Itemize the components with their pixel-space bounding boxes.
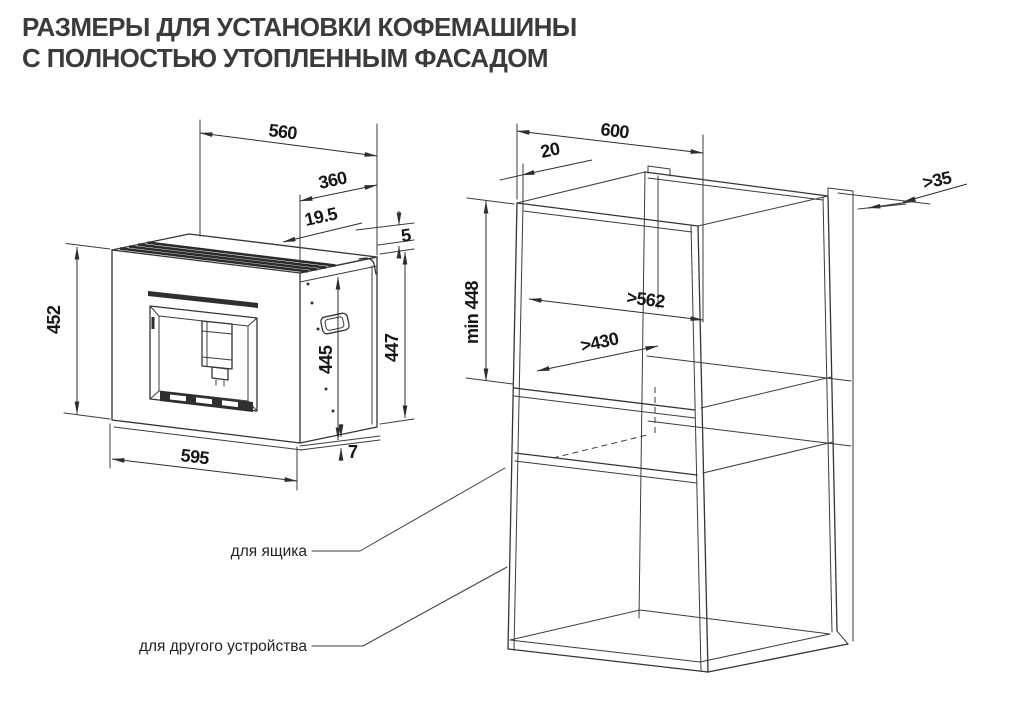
- dim-machine-top-gap: 5: [399, 224, 412, 246]
- label-drawer: для ящика: [230, 543, 307, 560]
- dim-machine-facade-height: 452: [44, 305, 64, 334]
- dim-cabinet-front-offset: 20: [538, 138, 562, 162]
- cabinet-dimensions: [462, 119, 967, 384]
- cabinet-drawing: [139, 119, 967, 672]
- dim-machine-body-height: 445: [316, 345, 336, 374]
- machine-side-latch: [320, 312, 350, 334]
- dim-machine-facade-offset: 19.5: [302, 203, 339, 230]
- dim-machine-bottom-gap: 7: [348, 442, 358, 462]
- dim-machine-facade-width: 595: [179, 445, 210, 469]
- cabinet-outline: [508, 166, 930, 672]
- page-title-line1: РАЗМЕРЫ ДЛЯ УСТАНОВКИ КОФЕМАШИНЫ: [22, 12, 577, 42]
- dim-machine-niche-width: 560: [267, 120, 298, 144]
- dim-cabinet-inner-depth: >430: [578, 328, 621, 356]
- dim-cabinet-niche-height: min 448: [462, 281, 482, 344]
- dim-machine-depth: 360: [316, 167, 349, 193]
- machine-body-outline: [112, 234, 380, 450]
- dim-cabinet-rear-gap: >35: [920, 167, 953, 193]
- machine-dispenser: [202, 321, 232, 386]
- dim-cabinet-width: 600: [599, 119, 630, 143]
- dim-cabinet-inner-width: >562: [625, 287, 666, 312]
- page-title-line2: С ПОЛНОСТЬЮ УТОПЛЕННЫМ ФАСАДОМ: [22, 43, 548, 73]
- machine-front-details: [148, 291, 258, 412]
- machine-drawing: [44, 120, 414, 490]
- cabinet-callouts: [139, 468, 507, 655]
- label-other-device: для другого устройства: [138, 638, 307, 655]
- dim-machine-side-height: 447: [382, 333, 402, 362]
